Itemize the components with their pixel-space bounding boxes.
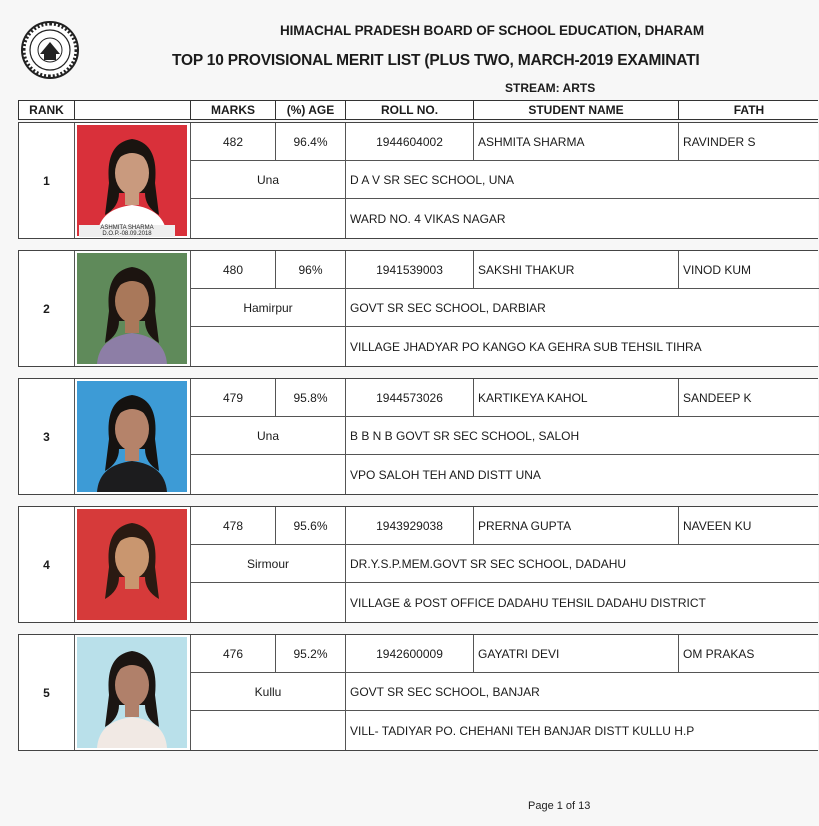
percent-cell: 95.8%	[276, 379, 346, 417]
table-header-row	[18, 100, 818, 120]
student-photo	[75, 379, 191, 494]
rank-cell: 4	[19, 507, 75, 622]
father-name-cell: VINOD KUM	[679, 251, 819, 289]
blank-cell	[191, 711, 346, 750]
stream-label: STREAM: ARTS	[505, 81, 596, 95]
address-cell: VILL- TADIYAR PO. CHEHANI TEH BANJAR DISTT KULLU H.P	[350, 723, 695, 738]
marks-cell: 479	[191, 379, 276, 417]
school-cell: D A V SR SEC SCHOOL, UNA	[346, 161, 819, 199]
student-record	[18, 122, 818, 239]
marks-cell: 478	[191, 507, 276, 545]
marks-cell: 476	[191, 635, 276, 673]
student-record	[18, 378, 818, 495]
student-photo	[75, 507, 191, 622]
student-name-cell: KARTIKEYA KAHOL	[474, 379, 679, 417]
photo-caption: ASHMITA SHARMA D.O.P.-08.09.2018	[79, 225, 175, 237]
roll-number-cell: 1941539003	[346, 251, 474, 289]
col-roll-header: ROLL NO.	[346, 101, 474, 120]
rank-cell: 1	[19, 123, 75, 238]
address-cell: VILLAGE JHADYAR PO KANGO KA GEHRA SUB TEHSIL TIHRA	[350, 339, 702, 354]
col-rank-header: RANK	[19, 101, 75, 120]
list-title: TOP 10 PROVISIONAL MERIT LIST (PLUS TWO, MARCH-2019 EXAMINATI	[172, 52, 700, 69]
roll-number-cell: 1944604002	[346, 123, 474, 161]
blank-cell	[191, 327, 346, 366]
board-seal-logo	[20, 20, 80, 80]
student-record	[18, 250, 818, 367]
address-cell: WARD NO. 4 VIKAS NAGAR	[350, 211, 506, 226]
student-record	[18, 634, 818, 751]
district-cell: Kullu	[191, 673, 346, 711]
rank-cell: 5	[19, 635, 75, 750]
col-father-header: FATH	[733, 103, 765, 117]
marks-cell: 480	[191, 251, 276, 289]
address-cell: VILLAGE & POST OFFICE DADAHU TEHSIL DADAHU DISTRICT	[350, 595, 706, 610]
father-name-cell: RAVINDER S	[679, 123, 819, 161]
student-photo	[75, 251, 191, 366]
roll-number-cell: 1943929038	[346, 507, 474, 545]
page-number: Page 1 of 13	[528, 800, 591, 812]
rank-cell: 2	[19, 251, 75, 366]
district-cell: Sirmour	[191, 545, 346, 583]
student-photo	[75, 635, 191, 750]
address-cell: VPO SALOH TEH AND DISTT UNA	[350, 467, 541, 482]
student-name-cell: GAYATRI DEVI	[474, 635, 679, 673]
percent-cell: 96%	[276, 251, 346, 289]
student-record	[18, 506, 818, 623]
board-title: HIMACHAL PRADESH BOARD OF SCHOOL EDUCATION, DHARAM	[280, 23, 705, 38]
school-cell: GOVT SR SEC SCHOOL, DARBIAR	[346, 289, 819, 327]
father-name-cell: OM PRAKAS	[679, 635, 819, 673]
student-name-cell: PRERNA GUPTA	[474, 507, 679, 545]
percent-cell: 95.6%	[276, 507, 346, 545]
col-percent-header: (%) AGE	[276, 101, 346, 120]
roll-number-cell: 1942600009	[346, 635, 474, 673]
blank-cell	[191, 455, 346, 494]
school-cell: DR.Y.S.P.MEM.GOVT SR SEC SCHOOL, DADAHU	[346, 545, 819, 583]
student-name-cell: SAKSHI THAKUR	[474, 251, 679, 289]
marks-cell: 482	[191, 123, 276, 161]
roll-number-cell: 1944573026	[346, 379, 474, 417]
blank-cell	[191, 199, 346, 238]
col-marks-header: MARKS	[191, 101, 276, 120]
percent-cell: 96.4%	[276, 123, 346, 161]
rank-cell: 3	[19, 379, 75, 494]
student-photo	[75, 123, 191, 238]
school-cell: B B N B GOVT SR SEC SCHOOL, SALOH	[346, 417, 819, 455]
percent-cell: 95.2%	[276, 635, 346, 673]
father-name-cell: SANDEEP K	[679, 379, 819, 417]
district-cell: Una	[191, 161, 346, 199]
school-cell: GOVT SR SEC SCHOOL, BANJAR	[346, 673, 819, 711]
blank-cell	[191, 583, 346, 622]
father-name-cell: NAVEEN KU	[679, 507, 819, 545]
district-cell: Hamirpur	[191, 289, 346, 327]
col-photo-header	[75, 101, 191, 120]
student-name-cell: ASHMITA SHARMA	[474, 123, 679, 161]
district-cell: Una	[191, 417, 346, 455]
col-name-header: STUDENT NAME	[474, 101, 679, 120]
